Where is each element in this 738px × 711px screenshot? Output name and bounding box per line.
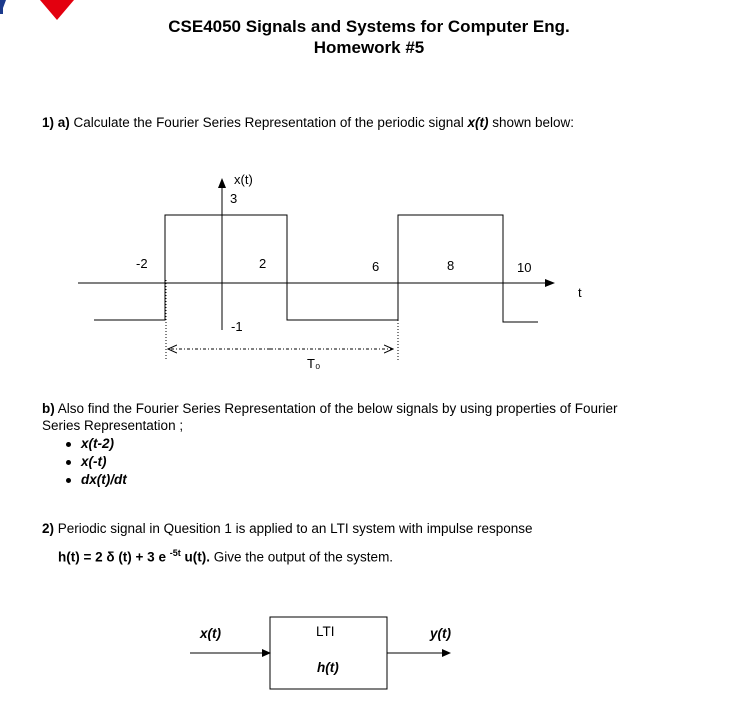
block-box-title: LTI: [316, 624, 335, 639]
list-item-text: x(t-2): [81, 436, 114, 451]
list-item-text: x(-t): [81, 454, 107, 469]
block-box-subtitle: h(t): [317, 660, 339, 675]
output-arrow-head: [442, 649, 451, 657]
y-low-label: -1: [231, 319, 243, 334]
question-1b-number: b): [42, 401, 55, 416]
question-1b-line2: Series Representation ;: [42, 418, 184, 433]
list-item-text: dx(t)/dt: [81, 472, 127, 487]
tick-label: 10: [517, 260, 532, 275]
tick-label: -2: [136, 256, 148, 271]
block-input-label: x(t): [200, 626, 221, 641]
block-output-label: y(t): [430, 626, 451, 641]
question-1a-number: 1) a): [42, 115, 70, 130]
question-1a-text: Calculate the Fourier Series Representation of the periodic signal: [69, 115, 468, 130]
formula-end: u(t).: [180, 549, 210, 565]
tick-label: 2: [259, 256, 267, 271]
y-axis-label: x(t): [234, 172, 253, 187]
y-high-label: 3: [230, 191, 238, 206]
impulse-response-formula: h(t) = 2 δ (t) + 3 e: [58, 549, 170, 565]
x-axis-label: t: [578, 285, 582, 300]
period-label: T₀: [307, 356, 321, 371]
question-1a-signal: x(t): [467, 115, 489, 130]
question-1a-text-end: shown below:: [488, 115, 575, 130]
question-2-number: 2): [42, 521, 55, 536]
question-2-line1: Periodic signal in Quesition 1 is applied to an LTI system with impulse response: [54, 521, 533, 536]
page-title: CSE4050 Signals and Systems for Computer Eng.: [168, 17, 570, 36]
question-1b-line1: Also find the Fourier Series Representation of the below signals by using properties of Fourier: [54, 401, 618, 416]
formula-exponent: -5t: [169, 548, 181, 558]
page-subtitle: Homework #5: [313, 38, 425, 57]
tick-label: 8: [447, 258, 455, 273]
tick-label: 6: [372, 259, 380, 274]
question-2-line2-end: Give the output of the system.: [209, 549, 394, 565]
